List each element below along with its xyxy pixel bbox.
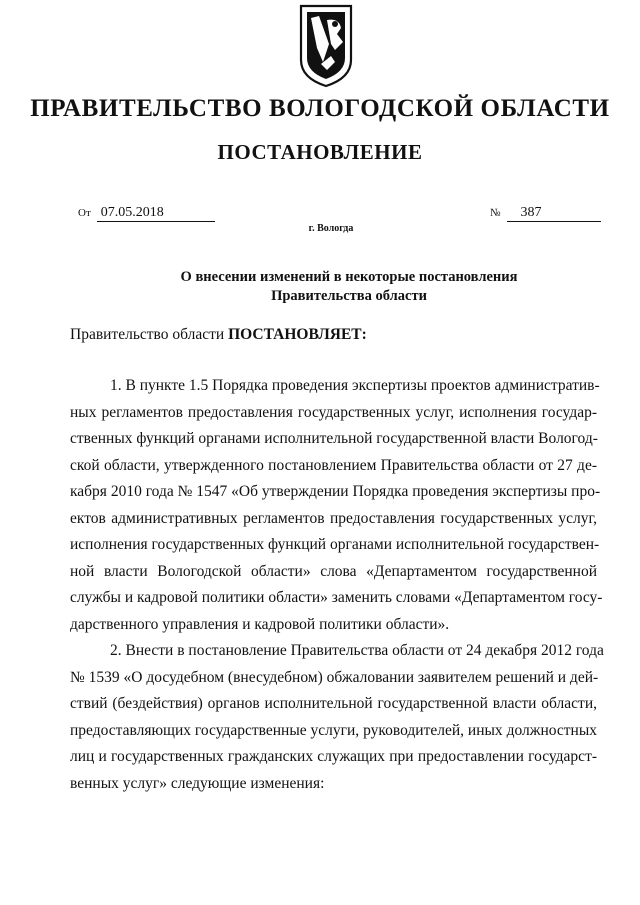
- text-line: 1. В пункте 1.5 Порядка проведения экспертизы проектов административ-: [110, 377, 600, 394]
- text-line: дарственного управления и кадровой политики области».: [70, 615, 450, 633]
- text-line: № 1539 «О досудебном (внесудебном) обжаловании заявителем решений и дей-: [70, 668, 599, 686]
- date-value: 07.05.2018: [97, 205, 215, 222]
- text-line: ной власти Вологодской области» слова «Департаментом государственной: [70, 562, 597, 580]
- text-line: лиц и государственных гражданских служащих при предоставлении государст-: [70, 748, 597, 765]
- text-line: ской области, утвержденного постановлением Правительства области от 27 де-: [70, 456, 597, 474]
- number-value: 387: [507, 205, 601, 222]
- text-line: предоставляющих государственные услуги, руководителей, иных должностных: [70, 721, 597, 739]
- document-number: [490, 205, 601, 222]
- document-subject: [0, 268, 640, 306]
- subject-line: О внесении изменений в некоторые постановления: [180, 269, 518, 285]
- text-line: 2. Внести в постановление Правительства области от 24 декабря 2012 года: [110, 642, 604, 659]
- paragraph-1: [70, 373, 603, 638]
- preamble-text: Правительство области: [70, 326, 225, 343]
- text-line: исполнения государственных функций органами исполнительной государствен-: [70, 536, 600, 553]
- preamble: [70, 326, 367, 344]
- coat-of-arms-icon: [299, 4, 353, 88]
- text-line: венных услуг» следующие изменения:: [70, 774, 325, 792]
- text-line: ствий (бездействия) органов исполнительной государственной власти области,: [70, 695, 597, 712]
- document-body: [70, 373, 604, 797]
- text-line: службы и кадровой политики области» заменить словами «Департаментом госу-: [70, 589, 603, 606]
- text-line: ектов административных регламентов предоставления государственных услуг,: [70, 509, 597, 527]
- preamble-decree: ПОСТАНОВЛЯЕТ:: [228, 326, 367, 343]
- document-type: ПОСТАНОВЛЕНИЕ: [217, 140, 423, 164]
- text-line: ных регламентов предоставления государственных услуг, исполнения государ-: [70, 403, 597, 421]
- document-date: [78, 205, 215, 222]
- paragraph-2: [70, 638, 604, 797]
- date-label: От: [78, 207, 91, 219]
- government-title: ПРАВИТЕЛЬСТВО ВОЛОГОДСКОЙ ОБЛАСТИ: [30, 95, 610, 122]
- text-line: кабря 2010 года № 1547 «Об утверждении Порядка проведения экспертизы про-: [70, 483, 601, 500]
- text-line: ственных функций органами исполнительной государственной власти Вологод-: [70, 430, 598, 447]
- city: г. Вологда: [308, 223, 354, 234]
- number-label: №: [490, 207, 501, 219]
- subject-line: Правительства области: [271, 288, 427, 304]
